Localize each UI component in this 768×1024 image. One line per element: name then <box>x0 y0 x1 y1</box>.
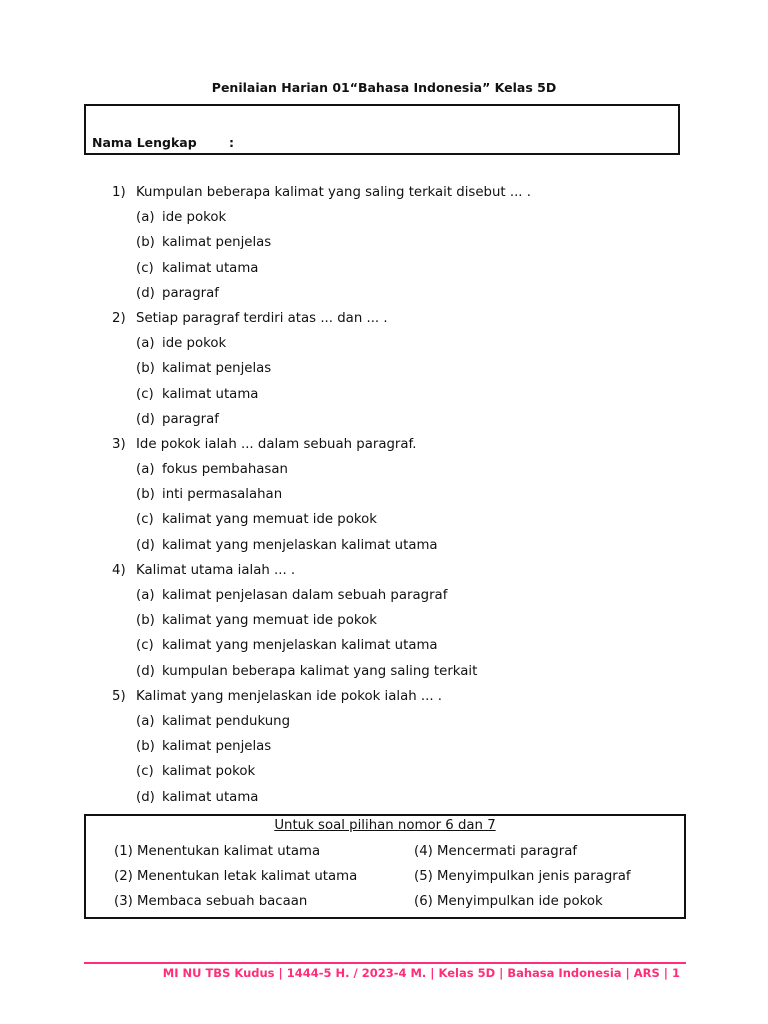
name-field-box[interactable] <box>84 104 680 155</box>
choice-item: (1) Menentukan kalimat utama <box>114 844 321 859</box>
question-number: 3) <box>112 436 126 452</box>
option-letter: (a) <box>136 713 155 729</box>
option-letter: (c) <box>136 638 154 654</box>
answer-option[interactable] <box>112 662 672 687</box>
option-letter: (d) <box>136 285 155 301</box>
answer-option[interactable] <box>112 460 672 485</box>
choice-row <box>114 867 674 892</box>
option-text: kalimat yang memuat ide pokok <box>162 613 377 629</box>
option-text: kalimat penjelasan dalam sebuah paragraf <box>162 588 448 603</box>
choices-grid <box>114 842 674 917</box>
option-letter: (c) <box>136 764 154 780</box>
option-letter: (b) <box>136 487 155 503</box>
choice-item: (4) Mencermati paragraf <box>414 844 578 859</box>
question-item <box>112 183 672 208</box>
option-text: kalimat utama <box>162 386 259 402</box>
choice-item: (5) Menyimpulkan jenis paragraf <box>414 869 631 884</box>
answer-option[interactable] <box>112 233 672 258</box>
option-letter: (c) <box>136 386 154 402</box>
answer-option[interactable] <box>112 259 672 284</box>
answer-option[interactable] <box>112 762 672 787</box>
question-text: Setiap paragraf terdiri atas ... dan ... . <box>136 310 388 326</box>
choice-row <box>114 842 674 867</box>
answer-option[interactable] <box>112 536 672 561</box>
answer-option[interactable] <box>112 737 672 762</box>
question-text: Ide pokok ialah ... dalam sebuah paragraf. <box>136 436 417 452</box>
answer-option[interactable] <box>112 788 672 813</box>
option-letter: (a) <box>136 210 155 226</box>
option-text: fokus pembahasan <box>162 462 288 478</box>
option-text: kalimat penjelas <box>162 361 272 377</box>
answer-option[interactable] <box>112 359 672 384</box>
option-letter: (b) <box>136 361 155 377</box>
answer-option[interactable] <box>112 586 672 611</box>
option-text: ide pokok <box>162 336 227 352</box>
choice-item: (2) Menentukan letak kalimat utama <box>114 869 358 884</box>
answer-option[interactable] <box>112 712 672 737</box>
choice-row <box>114 892 674 917</box>
option-letter: (d) <box>136 411 155 427</box>
option-text: kalimat utama <box>162 260 259 276</box>
answer-option[interactable] <box>112 208 672 233</box>
option-text: paragraf <box>162 411 219 427</box>
page-title: Penilaian Harian 01“Bahasa Indonesia” Kelas 5D <box>211 80 557 95</box>
answer-option[interactable] <box>112 485 672 510</box>
answer-option[interactable] <box>112 510 672 535</box>
answer-option[interactable] <box>112 284 672 309</box>
choice-item: (6) Menyimpulkan ide pokok <box>414 894 603 909</box>
option-letter: (d) <box>136 537 155 553</box>
option-text: kalimat yang menjelaskan kalimat utama <box>162 537 438 553</box>
option-text: kalimat yang menjelaskan kalimat utama <box>162 638 438 654</box>
option-text: kalimat penjelas <box>162 739 272 755</box>
answer-option[interactable] <box>112 410 672 435</box>
choices-box <box>84 814 686 919</box>
option-letter: (d) <box>136 663 155 679</box>
question-number: 4) <box>112 562 126 578</box>
option-text: kalimat pendukung <box>162 713 291 729</box>
choice-item: (3) Membaca sebuah bacaan <box>114 894 308 909</box>
answer-option[interactable] <box>112 636 672 661</box>
option-text: kalimat utama <box>162 789 259 805</box>
option-text: kalimat yang memuat ide pokok <box>162 512 377 528</box>
option-letter: (d) <box>136 789 155 805</box>
option-text: inti permasalahan <box>162 487 283 503</box>
option-text: kalimat penjelas <box>162 235 272 251</box>
option-text: paragraf <box>162 285 219 301</box>
name-field-label: Nama Lengkap <box>92 135 197 150</box>
question-list <box>112 183 672 813</box>
option-letter: (a) <box>136 336 155 352</box>
option-letter: (c) <box>136 512 154 528</box>
option-letter: (b) <box>136 235 155 251</box>
name-field-colon: : <box>229 135 234 150</box>
option-letter: (b) <box>136 739 155 755</box>
choices-title: Untuk soal pilihan nomor 6 dan 7 <box>274 818 496 833</box>
question-item <box>112 309 672 334</box>
question-item <box>112 561 672 586</box>
answer-option[interactable] <box>112 611 672 636</box>
question-item <box>112 435 672 460</box>
question-text: Kalimat yang menjelaskan ide pokok ialah ... . <box>136 688 443 704</box>
page-footer: MI NU TBS Kudus | 1444-5 H. / 2023-4 M. | Kelas 5D | Bahasa Indonesia | ARS | 1 <box>162 966 680 980</box>
option-letter: (c) <box>136 260 154 276</box>
question-item <box>112 687 672 712</box>
question-text: Kalimat utama ialah ... . <box>136 562 296 578</box>
option-letter: (a) <box>136 462 155 478</box>
option-text: ide pokok <box>162 210 227 226</box>
option-text: kalimat pokok <box>162 764 256 780</box>
question-number: 1) <box>112 185 126 200</box>
question-number: 5) <box>112 688 126 704</box>
answer-option[interactable] <box>112 334 672 359</box>
option-letter: (a) <box>136 588 155 603</box>
option-letter: (b) <box>136 613 155 629</box>
answer-option[interactable] <box>112 385 672 410</box>
question-number: 2) <box>112 310 126 326</box>
question-text: Kumpulan beberapa kalimat yang saling terkait disebut ... . <box>136 185 531 200</box>
option-text: kumpulan beberapa kalimat yang saling terkait <box>162 663 478 679</box>
footer-divider <box>84 962 686 964</box>
